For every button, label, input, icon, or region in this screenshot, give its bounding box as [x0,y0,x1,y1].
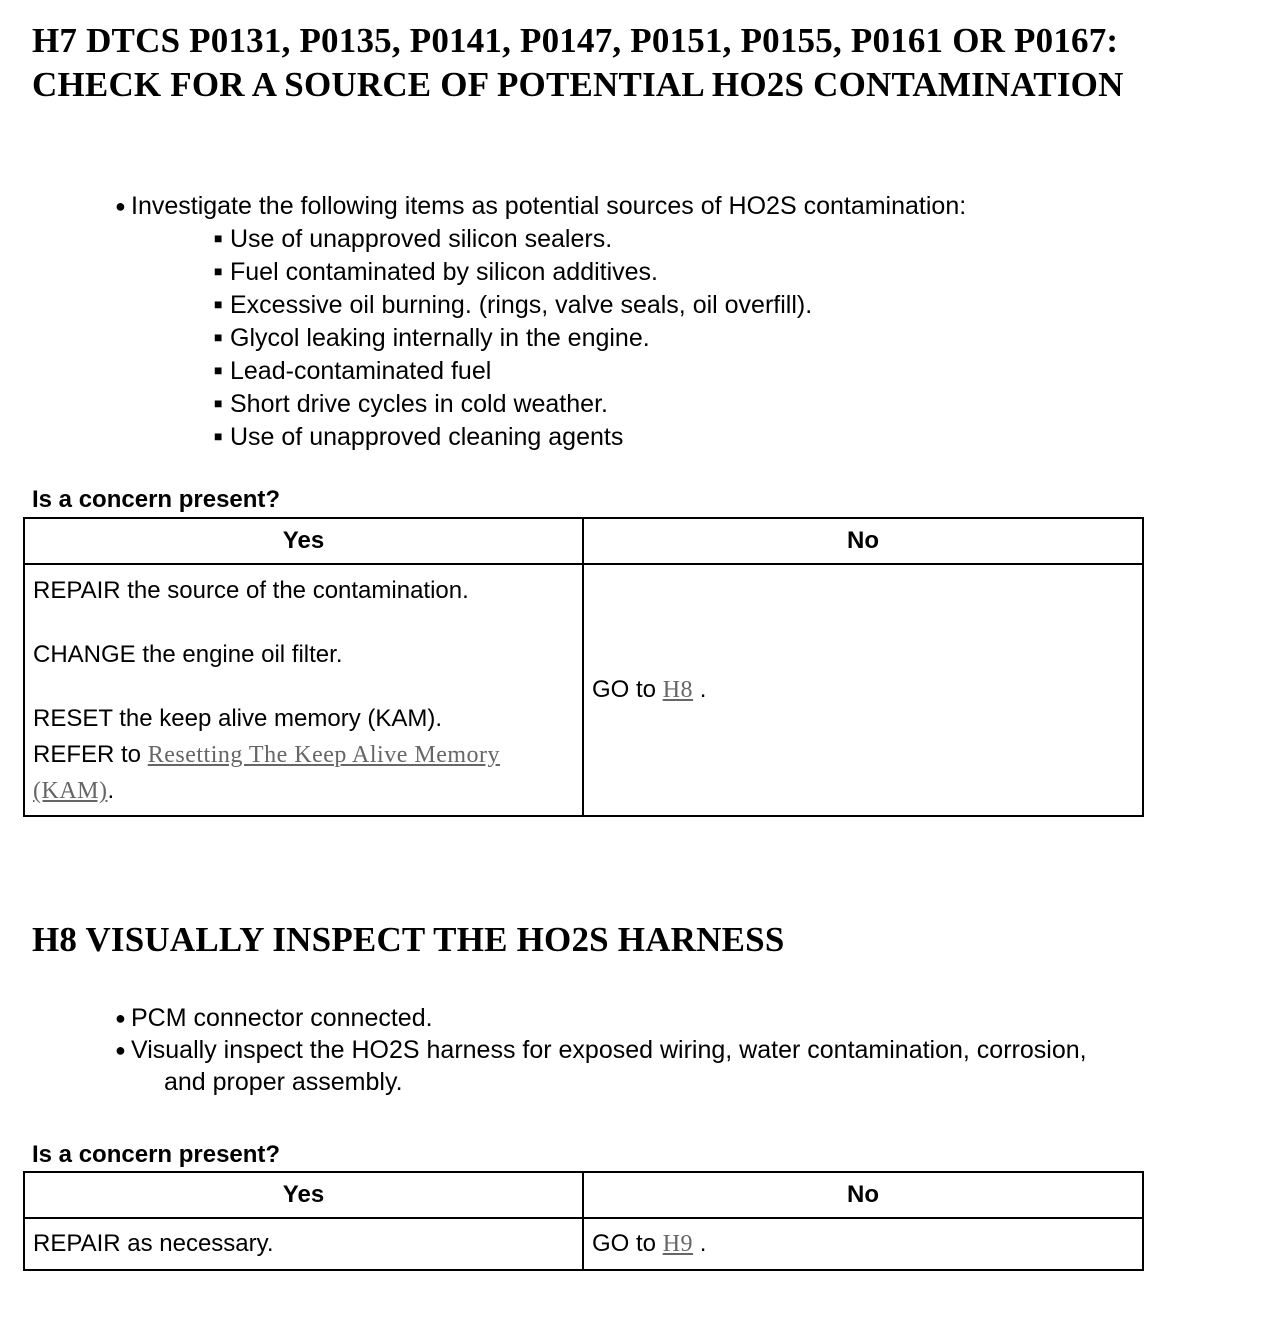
h7-step-title: H7 DTCS P0131, P0135, P0141, P0147, P0151, P0155, P0161 OR P0167: CHECK FOR A SOURCE OF POTENTIAL HO2S CONTAMINATION [32,21,1124,104]
repair-instruction: REPAIR the source of the contamination. [33,577,469,604]
h7-source-list [115,222,1215,453]
square-bullet-icon: ■ [214,230,223,246]
list-item: ● PCM connector connected. [115,1004,433,1032]
square-bullet-icon: ■ [214,329,223,345]
h7-yes-cell [24,564,583,816]
h8-question: Is a concern present? [32,1141,281,1168]
h7-answer-table [23,517,1144,817]
bullet-dot-icon: ● [115,1040,126,1060]
h8-yes-cell: REPAIR as necessary. [24,1218,583,1270]
list-item: ■ Short drive cycles in cold weather. [214,387,1215,420]
table-row [24,564,1143,816]
h7-intro-bullet [115,190,1215,453]
h7-question: Is a concern present? [32,486,281,513]
h8-no-cell: GO to H9 . [583,1218,1143,1270]
yes-column-header: Yes [24,518,583,564]
h8-instructions [115,1002,1235,1098]
h7-intro-text: Investigate the following items as potential sources of HO2S contamination: [131,192,967,220]
h7-no-cell: GO to H8 . [583,564,1143,816]
yes-column-header: Yes [24,1172,583,1218]
list-item: ■ Use of unapproved cleaning agents [214,420,1215,453]
square-bullet-icon: ■ [214,395,223,411]
h8-step-title: H8 VISUALLY INSPECT THE HO2S HARNESS [32,920,785,959]
go-to-h8-link[interactable]: H8 [662,677,694,703]
list-item: ■ Lead-contaminated fuel [214,354,1215,387]
reset-instruction: RESET the keep alive memory (KAM). [33,705,443,732]
list-item: ■ Use of unapproved silicon sealers. [214,222,1215,255]
table-header-row [24,518,1143,564]
refer-instruction: REFER to Resetting The Keep Alive Memory (KAM). [33,741,501,804]
kam-reset-link[interactable]: Resetting The Keep Alive Memory (KAM) [33,742,501,804]
table-row [24,1218,1143,1270]
square-bullet-icon: ■ [214,362,223,378]
change-instruction: CHANGE the engine oil filter. [33,641,343,668]
go-to-h9-link[interactable]: H9 [662,1231,694,1257]
h7-instructions [115,190,1215,453]
table-header-row [24,1172,1143,1218]
no-column-header: No [583,518,1143,564]
square-bullet-icon: ■ [214,428,223,444]
list-item: ■ Glycol leaking internally in the engine. [214,321,1215,354]
list-item: ● Visually inspect the HO2S harness for exposed wiring, water contamination, corrosion, and proper assembly. [115,1036,1087,1096]
list-item: ■ Fuel contaminated by silicon additives. [214,255,1215,288]
no-column-header: No [583,1172,1143,1218]
list-item: ■ Excessive oil burning. (rings, valve seals, oil overfill). [214,288,1215,321]
square-bullet-icon: ■ [214,296,223,312]
bullet-dot-icon: ● [115,1008,126,1028]
h8-answer-table [23,1171,1144,1271]
square-bullet-icon: ■ [214,263,223,279]
bullet-dot-icon: ● [115,196,126,216]
